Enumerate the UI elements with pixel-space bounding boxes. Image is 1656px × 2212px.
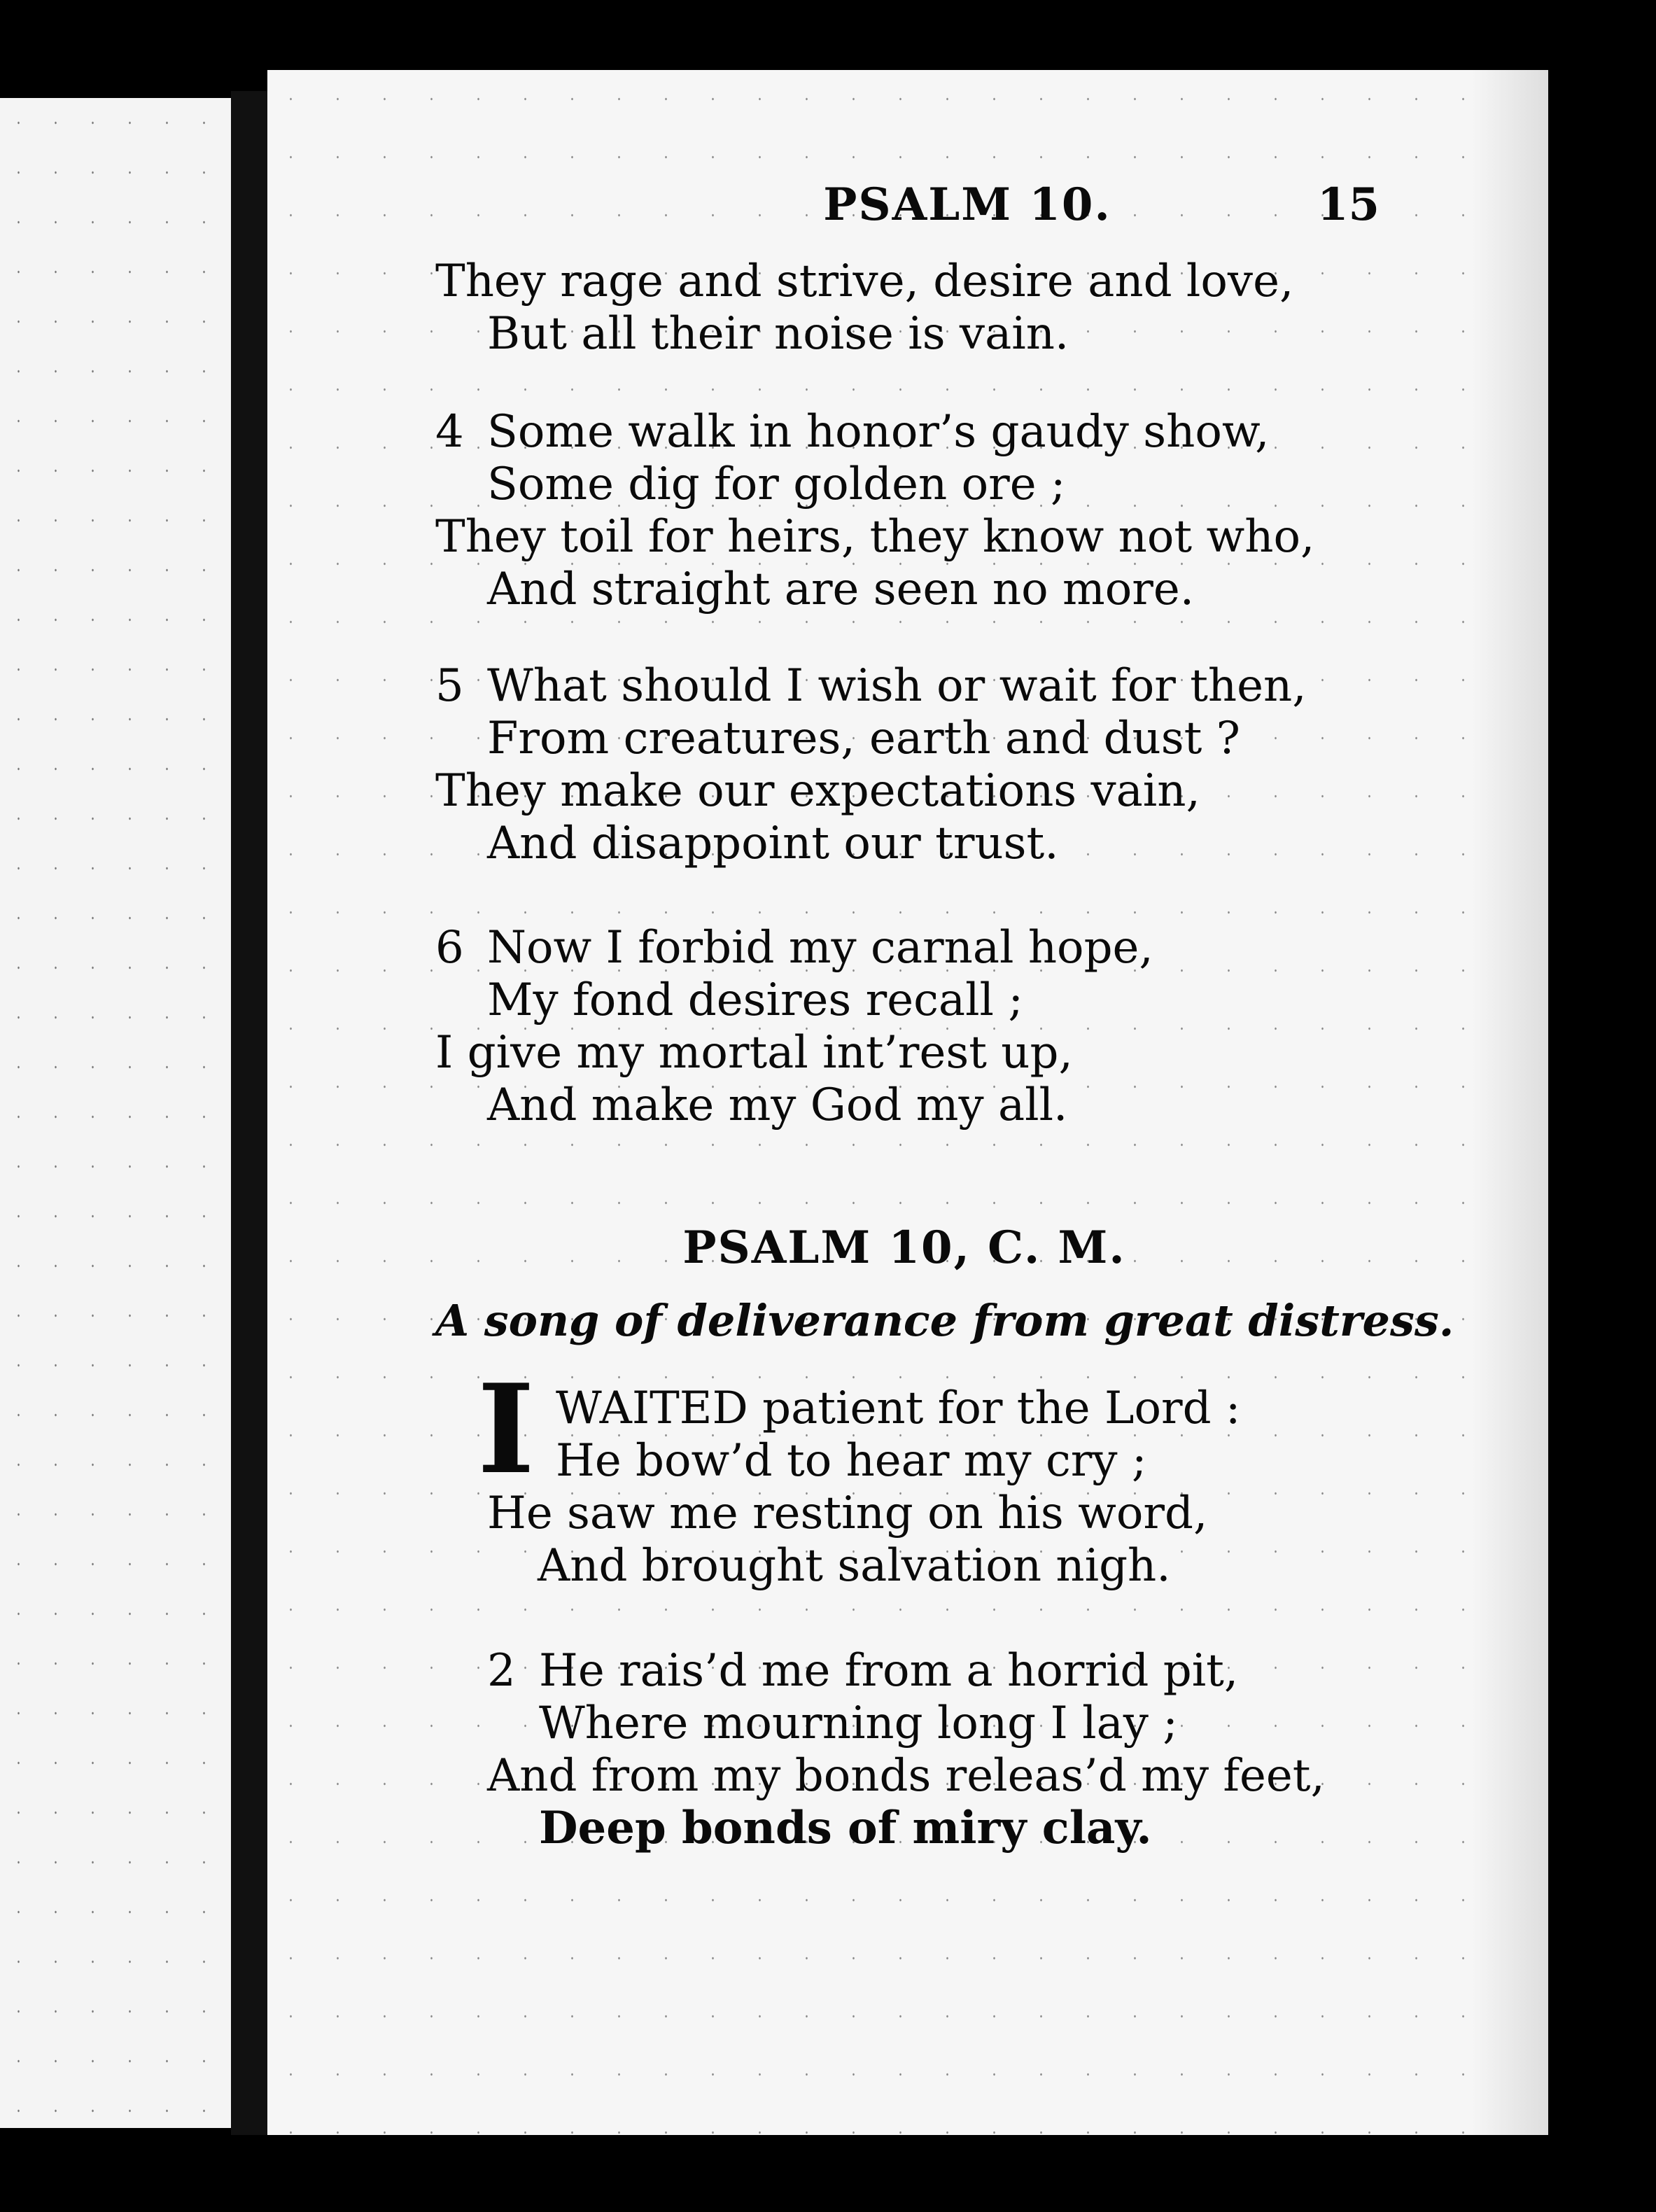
- verse-line: He bow’d to hear my cry ;: [556, 1435, 1147, 1487]
- page-number: 15: [1317, 178, 1380, 231]
- verse-line: And disappoint our trust.: [487, 818, 1059, 869]
- drop-cap: I: [477, 1358, 535, 1502]
- running-header-title: PSALM 10.: [823, 178, 1111, 231]
- verse-line: They rage and strive, desire and love,: [435, 255, 1294, 307]
- section-subtitle: A song of deliverance from great distress.: [435, 1295, 1454, 1346]
- verse-line: They make our expectations vain,: [435, 765, 1200, 817]
- verse-line: And make my God my all.: [487, 1079, 1068, 1131]
- verse-line: And straight are seen no more.: [487, 564, 1195, 615]
- facing-page: [0, 98, 231, 2128]
- verse-line: WAITED patient for the Lord :: [556, 1382, 1241, 1434]
- verse-line: And from my bonds releas’d my feet,: [487, 1750, 1325, 1802]
- section-title: PSALM 10, C. M.: [682, 1222, 1126, 1274]
- book-gutter: [231, 91, 267, 2135]
- verse-number: 2: [487, 1645, 516, 1697]
- book-page: [267, 70, 1548, 2135]
- verse-line: But all their noise is vain.: [487, 308, 1069, 360]
- verse-number: 6: [435, 922, 464, 974]
- verse-line: 4 Some walk in honor’s gaudy show,: [435, 406, 1270, 458]
- page-edge-shadow: [1471, 70, 1548, 2135]
- verse-line: They toil for heirs, they know not who,: [435, 511, 1315, 563]
- verse-line: 6 Now I forbid my carnal hope,: [435, 922, 1153, 974]
- verse-number: 4: [435, 406, 464, 458]
- verse-line: I give my mortal int’rest up,: [435, 1027, 1073, 1079]
- verse-number: 5: [435, 660, 464, 712]
- verse-line: And brought salvation nigh.: [538, 1540, 1171, 1592]
- verse-line: He saw me resting on his word,: [487, 1488, 1208, 1539]
- verse-line: 5 What should I wish or wait for then,: [435, 660, 1307, 712]
- verse-line: My fond desires recall ;: [487, 974, 1023, 1026]
- verse-line: Where mourning long I lay ;: [539, 1698, 1178, 1749]
- verse-line: From creatures, earth and dust ?: [487, 713, 1240, 764]
- verse-line: Deep bonds of miry clay.: [539, 1802, 1152, 1854]
- verse-line: Some dig for golden ore ;: [487, 458, 1066, 510]
- verse-line: 2 He rais’d me from a horrid pit,: [487, 1645, 1239, 1697]
